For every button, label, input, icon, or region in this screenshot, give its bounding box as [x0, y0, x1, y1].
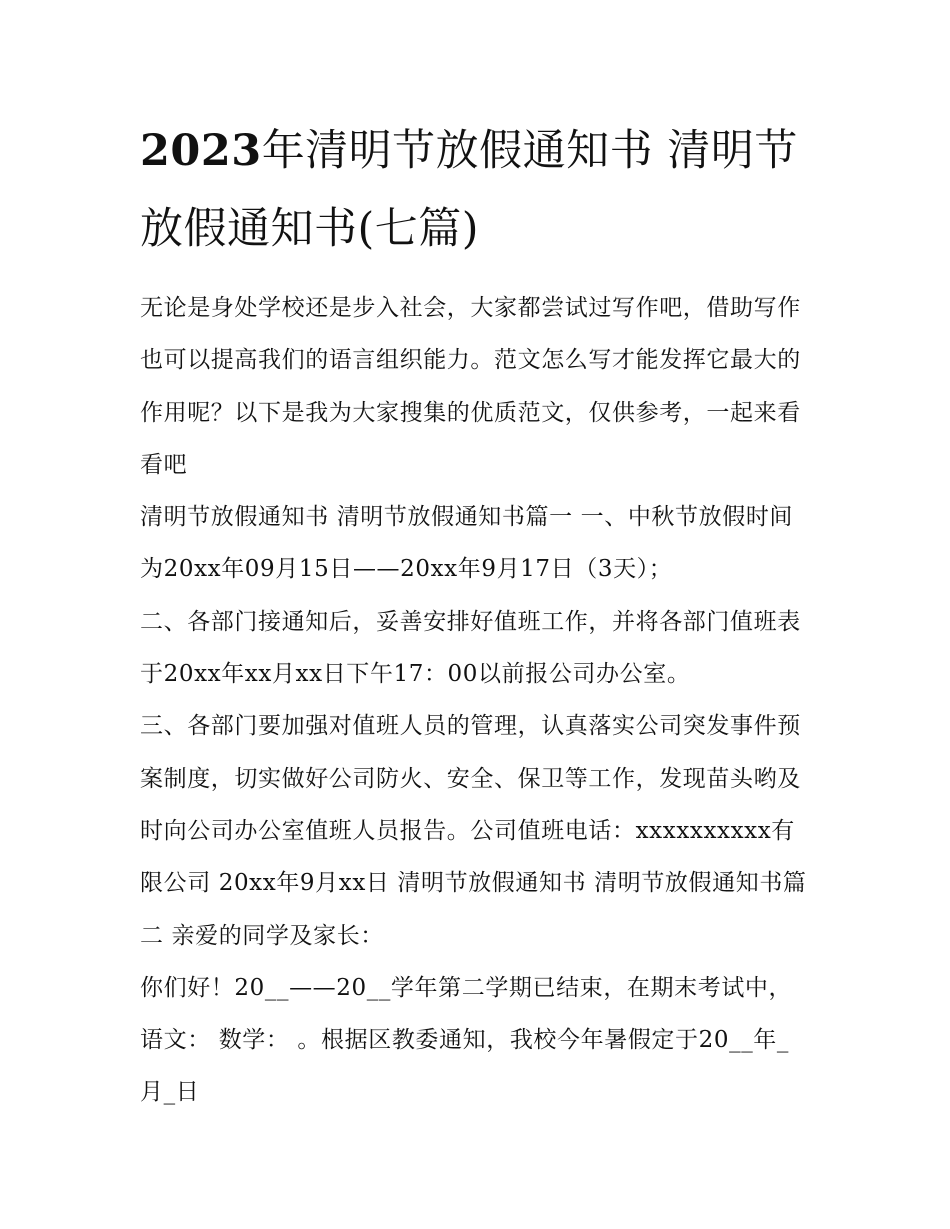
- title-text: 年清明节放假通知书 清明节放假通知书(七篇): [140, 126, 798, 254]
- paragraph-notice-one: 清明节放假通知书 清明节放假通知书篇一 一、中秋节放假时间为20xx年09月15日——20xx年9月17日（3天）；: [140, 504, 794, 583]
- paragraph-item-three: 三、各部门要加强对值班人员的管理，认真落实公司突发事件预案制度，切实做好公司防火、安全、保卫等工作，发现苗头哟及时向公司办公室值班人员报告。公司值班电话：xxxxxxxxxx有限公司 20xx年9月xx日 清明节放假通知书 清明节放假通知书篇二 亲爱的同学及家长：: [140, 713, 807, 949]
- paragraph-intro: 无论是身处学校还是步入社会，大家都尝试过写作吧，借助写作也可以提高我们的语言组织能力。范文怎么写才能发挥它最大的作用呢？以下是我为大家搜集的优质范文，仅供参考，一起来看看吧: [140, 295, 801, 478]
- paragraph-greeting: 你们好！20__——20__学年第二学期已结束，在期末考试中，语文： 数学： 。根据区教委通知，我校今年暑假定于20__年_月_日: [140, 974, 793, 1106]
- document-title: [140, 112, 812, 268]
- title-year: 2023: [140, 126, 262, 176]
- paragraph-item-two: 二、各部门接通知后，妥善安排好值班工作，并将各部门值班表于20xx年xx月xx日下午17：00以前报公司办公室。: [140, 608, 801, 688]
- document-page: [140, 112, 812, 1119]
- document-body: [140, 282, 812, 1119]
